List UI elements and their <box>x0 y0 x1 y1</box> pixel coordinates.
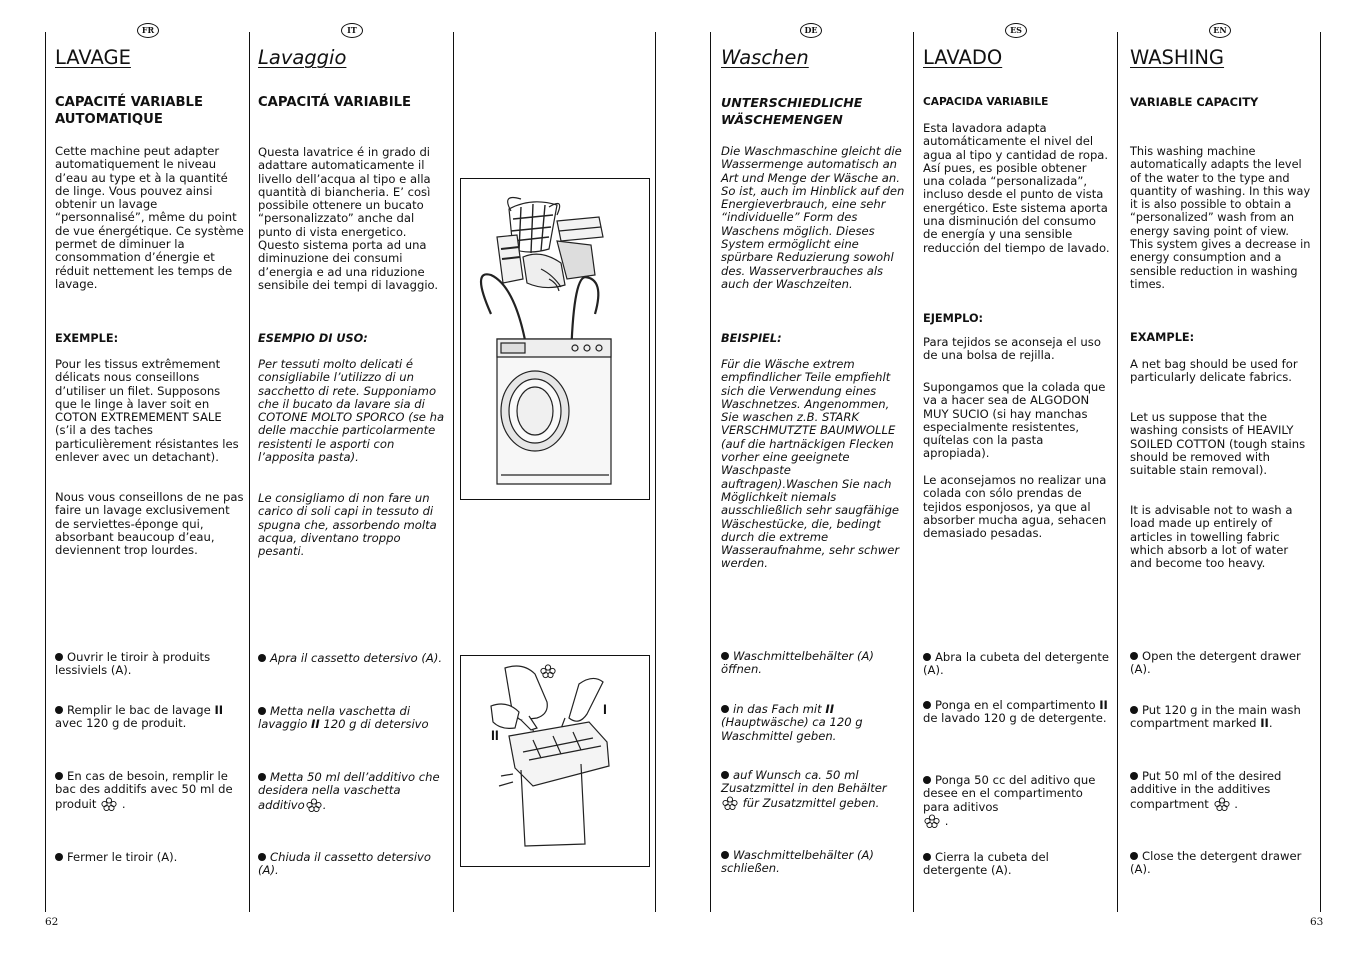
section-heading-de: UNTERSCHIEDLICHE WÄSCHEMENGEN <box>721 95 863 127</box>
column-divider <box>249 32 250 912</box>
step-text: de lavado 120 g de detergente. <box>923 711 1107 726</box>
step-text: . <box>1268 716 1273 731</box>
bullet-icon <box>923 653 931 661</box>
example-paragraph-es-2: Supongamos que la colada que va a hacer sea de ALGODON MUY SUCIO (si hay manchas especialmente resistentes, quítelas con la pasta apropiada). <box>923 380 1106 461</box>
step-fill-main-fr <box>55 704 245 731</box>
page-number-right: 63 <box>1310 916 1324 928</box>
step-text: . <box>944 813 949 828</box>
step-text: in das Fach mit <box>733 702 826 716</box>
bullet-icon <box>258 654 266 662</box>
section-heading-en: VARIABLE CAPACITY <box>1130 95 1259 109</box>
compartment-mark-ii: II <box>311 717 320 732</box>
step-open-drawer-en <box>1130 650 1312 677</box>
column-divider <box>45 32 46 912</box>
section-title-en: WASHING <box>1130 46 1225 69</box>
column-divider <box>1117 32 1118 912</box>
step-fill-additive-it <box>258 771 448 812</box>
step-fill-additive-fr <box>55 770 245 811</box>
bullet-icon <box>1130 706 1138 714</box>
example-paragraph-en-3: It is advisable not to wash a load made up entirely of articles in towelling fabric which absorb a lot of water and become too heavy. <box>1130 503 1293 571</box>
example-paragraph-fr-2: Nous vous conseillons de ne pas faire un lavage exclusivement de serviettes-éponge qui, absorbant beaucoup d’eau, deviennent trop lourdes. <box>55 490 244 558</box>
lang-badge-es: ES <box>1005 23 1027 38</box>
intro-paragraph-fr: Cette machine peut adapter automatiquement le niveau d’eau au type et à la quantité de linge. Vous pouvez ainsi obtenir un lavage “personnalisé”, même du point de vue énergétique. Ce système permet de diminuer la consommation d’énergie et réduit nettement les temps de lavage. <box>55 144 244 291</box>
column-divider <box>453 32 454 912</box>
compartment-mark-ii: II <box>825 702 835 716</box>
step-text: . <box>1234 796 1238 811</box>
step-text: En cas de besoin, remplir le bac des additifs avec 50 ml de produit <box>55 769 233 811</box>
section-title-fr: LAVAGE <box>55 46 131 69</box>
step-close-drawer-es <box>923 851 1111 878</box>
section-title-de: Waschen <box>721 46 809 69</box>
step-text: auf Wunsch ca. 50 ml Zusatzmittel in den Behälter <box>721 768 887 796</box>
column-divider <box>655 32 656 912</box>
step-text: 120 g di detersivo <box>319 717 429 732</box>
additive-flower-icon <box>305 798 323 812</box>
step-text: avec 120 g de produit. <box>55 716 187 731</box>
example-paragraph-it: Per tessuti molto delicati é consigliabile l’utilizzo di un sacchetto di rete. Supponiamo che il bucato da lavare sia di COTONE MOLTO SPORCO (se ha delle macchie particolarmente resistenti le asporti con l’apposita pasta). <box>258 357 445 465</box>
step-open-drawer-es <box>923 651 1111 678</box>
example-paragraph-es: Para tejidos se aconseja el uso de una bolsa de rejilla. <box>923 335 1101 363</box>
section-title-es: LAVADO <box>923 46 1003 69</box>
bullet-icon <box>258 707 266 715</box>
step-text: . <box>322 797 327 812</box>
step-text: für Zusatzmittel geben. <box>739 795 880 810</box>
step-fill-additive-de <box>721 769 909 810</box>
intro-paragraph-it: Questa lavatrice é in grado di adattare automaticamente il livello dell’acqua al tipo e alla quantità di biancheria. E’ così possibile ottenere un bucato “personalizzato” anche dal punto di vista energetico. Questo sistema porta ad una diminuzione dei consumi d’energia e ad una riduzione sensibile dei tempi di lavaggio. <box>258 145 439 292</box>
bullet-icon <box>721 851 729 859</box>
step-text: Ponga en el compartimento <box>935 698 1100 712</box>
column-divider <box>1320 32 1321 912</box>
section-heading-fr: CAPACITÉ VARIABLE AUTOMATIQUE <box>55 95 203 127</box>
example-paragraph-en: A net bag should be used for particularly delicate fabrics. <box>1130 357 1298 385</box>
bullet-icon <box>258 773 266 781</box>
bullet-icon <box>923 853 931 861</box>
step-fill-additive-en <box>1130 770 1312 811</box>
example-label-es: EJEMPLO: <box>923 312 984 325</box>
step-text: Waschmittelbehälter (A) schließen. <box>721 848 874 876</box>
additive-flower-icon <box>721 796 739 810</box>
lang-badge-de: DE <box>800 23 822 38</box>
step-text: Remplir le bac de lavage <box>67 703 215 717</box>
compartment-mark-ii: II <box>1099 698 1108 712</box>
step-open-drawer-de <box>721 650 909 677</box>
intro-paragraph-es: Esta lavadora adapta automáticamente el nivel del agua al tipo y cantidad de ropa. Así pues, es posible obtener una colada “personalizada”, incluso desde el punto de vista energético. Este sistema aporta una disminución del consumo de energía y una sensible reducción del tiempo de lavado. <box>923 121 1110 255</box>
step-text: Chiuda il cassetto detersivo (A). <box>258 850 432 878</box>
compartment-mark-ii: II <box>214 703 224 717</box>
bullet-icon <box>55 772 63 780</box>
step-text: Abra la cubeta del detergente (A). <box>923 650 1110 678</box>
compartment-mark-ii: II <box>1260 716 1269 731</box>
step-close-drawer-it <box>258 851 448 878</box>
bullet-icon <box>55 653 63 661</box>
example-label-en: EXAMPLE: <box>1130 331 1195 344</box>
bullet-icon <box>55 853 63 861</box>
step-open-drawer-fr <box>55 651 245 678</box>
step-text: Waschmittelbehälter (A) öffnen. <box>721 649 874 677</box>
bullet-icon <box>721 705 729 713</box>
example-label-it: ESEMPIO DI USO: <box>258 332 368 345</box>
step-fill-additive-es <box>923 774 1111 828</box>
additive-flower-icon <box>923 814 941 828</box>
step-fill-main-de <box>721 703 909 743</box>
step-text: Cierra la cubeta del detergente (A). <box>923 850 1049 878</box>
step-fill-main-es <box>923 699 1111 726</box>
lang-badge-it: IT <box>341 23 363 38</box>
example-label-fr: EXEMPLE: <box>55 332 119 345</box>
intro-paragraph-de: Die Waschmaschine gleicht die Wassermenge automatisch an Art und Menge der Wäsche an. So ist, auch im Hinblick auf den Energieverbrauch, eine sehr “individuelle” Form des Waschens möglich. Dieses System ermöglicht eine spürbare Reduzierung sowohl des. Wasserverbrauches als auch der Waschzeiten. <box>721 144 905 291</box>
compartment-label-i: I <box>603 701 607 717</box>
intro-paragraph-en: This washing machine automatically adapts the level of the water to the type and quantity of washing. In this way it is also possible to obtain a “personalized” wash from an energy saving point of view. This system gives a decrease in energy consumption and a sensible reduction in washing times. <box>1130 145 1311 291</box>
step-open-drawer-it <box>258 652 448 665</box>
bullet-icon <box>55 706 63 714</box>
additive-flower-icon <box>100 797 118 811</box>
step-close-drawer-de <box>721 849 909 876</box>
step-fill-main-it <box>258 705 448 732</box>
bullet-icon <box>1130 852 1138 860</box>
step-text: (Hauptwäsche) ca 120 g Waschmittel geben. <box>721 715 863 743</box>
example-paragraph-fr: Pour les tissus extrêmement délicats nous conseillons d’utiliser un filet. Supposons que le linge à laver soit en COTON EXTREMEMENT SALE (s’il a des taches particulièrement résistantes les enlever avec un detachant). <box>55 357 239 465</box>
step-close-drawer-fr <box>55 851 245 864</box>
step-text: . <box>121 796 126 811</box>
bullet-icon <box>721 771 729 779</box>
lang-badge-en: EN <box>1209 23 1231 38</box>
section-heading-it: CAPACITÁ VARIABILE <box>258 95 412 110</box>
bullet-icon <box>923 701 931 709</box>
example-paragraph-es-3: Le aconsejamos no realizar una colada con sólo prendas de tejidos esponjosos, ya que al absorber mucha agua, sehacen demasiado pesadas. <box>923 473 1107 541</box>
lang-badge-fr: FR <box>137 23 159 38</box>
example-paragraph-it-2: Le consigliamo di non fare un carico di soli capi in tessuto di spugna che, assorbendo molta acqua, diventano troppo pesanti. <box>258 491 437 559</box>
bullet-icon <box>258 853 266 861</box>
step-text: Open the detergent drawer (A). <box>1130 649 1301 677</box>
step-text: Close the detergent drawer (A). <box>1130 849 1302 877</box>
step-text: Metta 50 ml dell’additivo che desidera nella vaschetta additivo <box>258 770 440 812</box>
example-paragraph-de: Für die Wäsche extrem empfindlicher Teile empfiehlt sich die Verwendung eines Waschnetzes. Angenommen, Sie waschen z.B. STARK VERSCHMUTZTE BAUMWOLLE (auf die hartnäckigen Flecken vorher eine geeignete Waschpaste auftragen).Waschen Sie nach Möglichkeit niemals ausschließlich sehr saugfähige Wäschestücke, die, bedingt durch die extreme Wasseraufnahme, sehr schwer werden. <box>721 357 900 571</box>
step-text: Put 50 ml of the desired additive in the additives compartment <box>1130 769 1282 811</box>
page-number-left: 62 <box>45 916 59 928</box>
illustration-laundry-machine <box>460 178 650 500</box>
example-label-de: BEISPIEL: <box>721 332 782 345</box>
section-heading-es: CAPACIDA VARIABILE <box>923 96 1049 108</box>
bullet-icon <box>1130 652 1138 660</box>
detergent-drawer-illustration <box>461 656 649 866</box>
step-text: Put 120 g in the main wash compartment marked <box>1130 703 1301 731</box>
washing-machine-illustration <box>461 179 649 499</box>
step-text: Ponga 50 cc del aditivo que desee en el compartimento para aditivos <box>923 773 1096 814</box>
bullet-icon <box>721 652 729 660</box>
step-close-drawer-en <box>1130 850 1312 877</box>
step-fill-main-en <box>1130 704 1312 731</box>
step-text: Fermer le tiroir (A). <box>67 850 178 864</box>
column-divider <box>913 32 914 912</box>
bullet-icon <box>923 776 931 784</box>
additive-flower-icon <box>1213 797 1231 811</box>
illustration-detergent-drawer <box>460 655 650 867</box>
step-text: Metta nella vaschetta di lavaggio <box>258 704 411 732</box>
step-text: Apra il cassetto detersivo (A). <box>270 651 443 665</box>
example-paragraph-en-2: Let us suppose that the washing consists of HEAVILY SOILED COTTON (tough stains should be removed with suitable stain removal). <box>1130 410 1306 478</box>
bullet-icon <box>1130 772 1138 780</box>
compartment-label-ii: II <box>491 727 499 743</box>
section-title-it: Lavaggio <box>258 46 347 69</box>
step-text: Ouvrir le tiroir à produits lessiviels (A). <box>55 650 211 678</box>
column-divider <box>710 32 711 912</box>
